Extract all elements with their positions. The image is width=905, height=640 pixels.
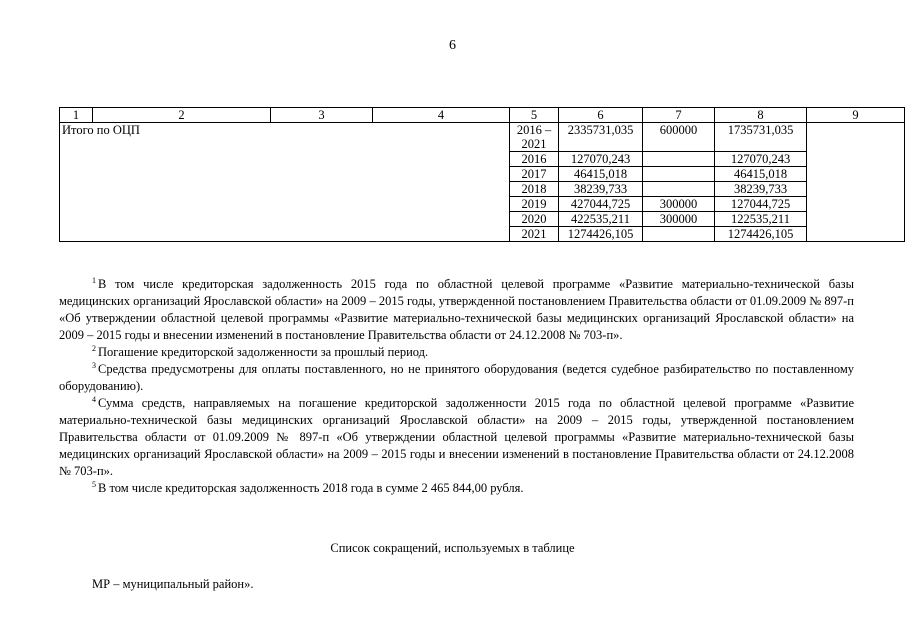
footnote-mark: 3 <box>92 361 96 370</box>
total-cell: 422535,211 <box>559 212 643 227</box>
period-cell: 2020 <box>510 212 559 227</box>
total-cell: 46415,018 <box>559 167 643 182</box>
footnote-text: В том числе кредиторская задолженность 2018 года в сумме 2 465 844,00 рубля. <box>98 481 524 495</box>
period-cell: 2016 <box>510 152 559 167</box>
period-cell: 2016 – 2021 <box>510 123 559 152</box>
abbreviations-title: Список сокращений, используемых в таблице <box>330 541 575 555</box>
column-header: 8 <box>715 108 807 123</box>
value-cell: 38239,733 <box>715 182 807 197</box>
column-header: 6 <box>559 108 643 123</box>
column-header: 4 <box>373 108 510 123</box>
total-cell: 427044,725 <box>559 197 643 212</box>
page-number: 6 <box>449 38 456 53</box>
value-cell: 127070,243 <box>715 152 807 167</box>
footnote-text: Сумма средств, направляемых на погашение кредиторской задолженности 2015 года по областной целевой программе «Развитие материально-технической базы медицинских организаций Ярославской области» на 2009 – 2015 годы, утвержденной постановлением Правительства области от 01.09.2009 № 897-п «Об утверждении областной целевой программы «Развитие материально-технической базы медицинских организаций Ярославской области» на 2009 – 2015 годы и внесении изменений в постановление Правительства области от 24.12.2008 № 703-п». <box>59 396 854 478</box>
total-cell: 1274426,105 <box>559 227 643 242</box>
value-cell: 122535,211 <box>715 212 807 227</box>
footnote <box>59 480 854 497</box>
value-cell: 1274426,105 <box>715 227 807 242</box>
value-cell: 127044,725 <box>715 197 807 212</box>
footnotes <box>59 276 854 497</box>
total-cell: 2335731,035 <box>559 123 643 152</box>
value-cell: 300000 <box>643 212 715 227</box>
table-header-row <box>60 108 905 123</box>
footnote <box>59 361 854 395</box>
abbreviation-entry: МР – муниципальный район». <box>92 577 254 591</box>
footnote-mark: 2 <box>92 344 96 353</box>
footnote <box>59 395 854 480</box>
table-row <box>60 123 905 152</box>
budget-table <box>59 107 905 242</box>
value-cell: 600000 <box>643 123 715 152</box>
footnote-text: В том числе кредиторская задолженность 2015 года по областной целевой программе «Развитие материально-технической базы медицинских организаций Ярославской области» на 2009 – 2015 годы, утвержденной постановлением Правительства области от 01.09.2009 № 897-п «Об утверждении областной целевой программы «Развитие материально-технической базы медицинских организаций Ярославской области» на 2009 – 2015 годы и внесении изменений в постановление Правительства области от 24.12.2008 № 703-п». <box>59 277 854 342</box>
value-cell: 300000 <box>643 197 715 212</box>
column-header: 3 <box>271 108 373 123</box>
footnote-mark: 5 <box>92 480 96 489</box>
column-header: 2 <box>93 108 271 123</box>
period-cell: 2019 <box>510 197 559 212</box>
total-cell: 127070,243 <box>559 152 643 167</box>
empty-cell <box>807 123 905 242</box>
period-cell: 2018 <box>510 182 559 197</box>
column-header: 9 <box>807 108 905 123</box>
footnote <box>59 276 854 344</box>
column-header: 7 <box>643 108 715 123</box>
value-cell <box>643 227 715 242</box>
footnote <box>59 344 854 361</box>
footnote-mark: 4 <box>92 395 96 404</box>
value-cell <box>643 182 715 197</box>
footnote-mark: 1 <box>92 276 96 285</box>
total-label: Итого по ОЦП <box>60 123 510 242</box>
period-cell: 2021 <box>510 227 559 242</box>
total-cell: 38239,733 <box>559 182 643 197</box>
value-cell <box>643 167 715 182</box>
period-cell: 2017 <box>510 167 559 182</box>
footnote-text: Погашение кредиторской задолженности за прошлый период. <box>98 345 429 359</box>
footnote-text: Средства предусмотрены для оплаты поставленного, но не принятого оборудования (ведется судебное разбирательство по поставленному оборудованию). <box>59 362 854 393</box>
column-header: 1 <box>60 108 93 123</box>
value-cell: 1735731,035 <box>715 123 807 152</box>
value-cell: 46415,018 <box>715 167 807 182</box>
value-cell <box>643 152 715 167</box>
column-header: 5 <box>510 108 559 123</box>
